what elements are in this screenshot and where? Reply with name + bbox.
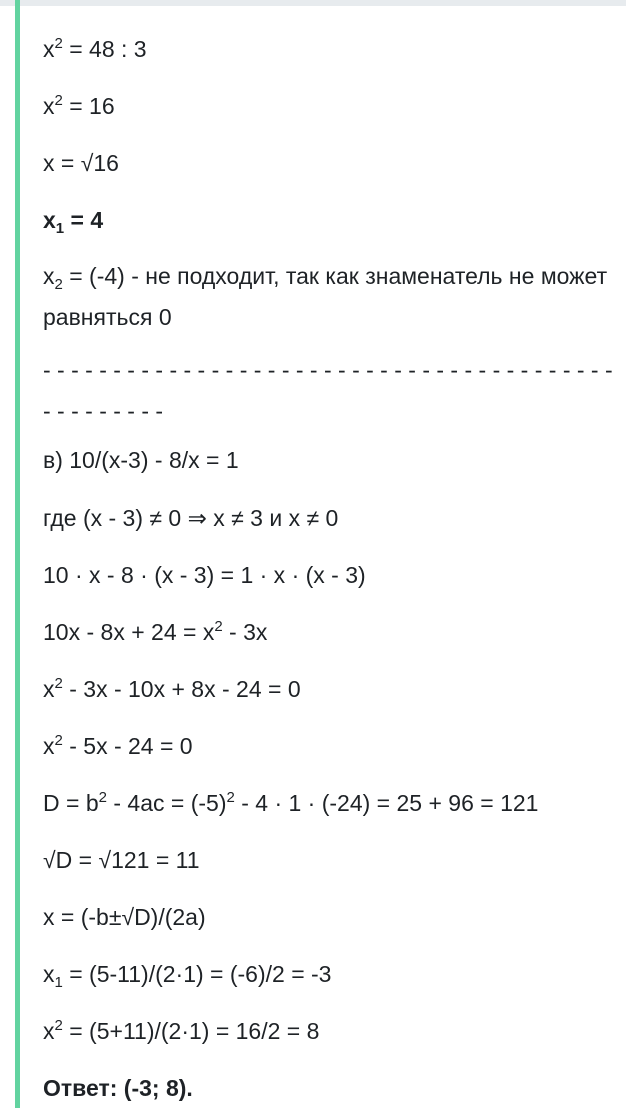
root-x1-line: $x_1 = (5-11)/(2\cdot 1) = (-6)/2 = -3$ xyxy=(43,961,332,991)
equation-line: $x^2 - 5x - 24 = 0$ xyxy=(43,732,193,759)
root-x2-line: $x^2 = (5+11)/(2\cdot 1) = 16/2 = 8$ xyxy=(43,1017,320,1044)
equation-line: $x^2 = 16$ xyxy=(43,92,115,119)
root-formula-line: x = (-b±√D)/(2a) xyxy=(43,904,206,930)
final-answer: Ответ: (-3; 8). xyxy=(43,1075,193,1101)
separator-line: - - - - - - - - - - - - - - - - - - - - - - - - - - - - - - - - - - - - - - - - - - - - - - - - - - xyxy=(43,357,613,424)
domain-condition: где (x - 3) ≠ 0 ⇒ x ≠ 3 и x ≠ 0 xyxy=(43,505,339,531)
answer-accent-bar xyxy=(15,0,20,1108)
equation-line: $x^2 - 3x - 10x + 8x - 24 = 0$ xyxy=(43,675,301,702)
equation-line: $x^2 = 48$ : 3 xyxy=(43,35,147,62)
equation-line: x = √16 xyxy=(43,150,119,176)
top-border xyxy=(0,0,626,6)
root-x1-line: $x_1 = 4$ xyxy=(43,207,104,237)
discriminant-line: $D = b^2 - 4ac = (-5)^2 - 4 \cdot 1 \cdot (-24) = 25 + 96 = 121$ xyxy=(43,789,539,816)
root-x2-note: $x_2 = (-4)$ - не подходит, так как знаменатель не может равняться 0 xyxy=(43,263,608,330)
problem-statement: в) 10/(x-3) - 8/x = 1 xyxy=(43,447,239,473)
sqrt-discriminant-line: √D = √121 = 11 xyxy=(43,847,200,873)
equation-line: $10x - 8x + 24 = x^2 - 3x$ xyxy=(43,618,268,645)
equation-line: 10 · x - 8 · (x - 3) = 1 · x · (x - 3) xyxy=(43,562,366,588)
